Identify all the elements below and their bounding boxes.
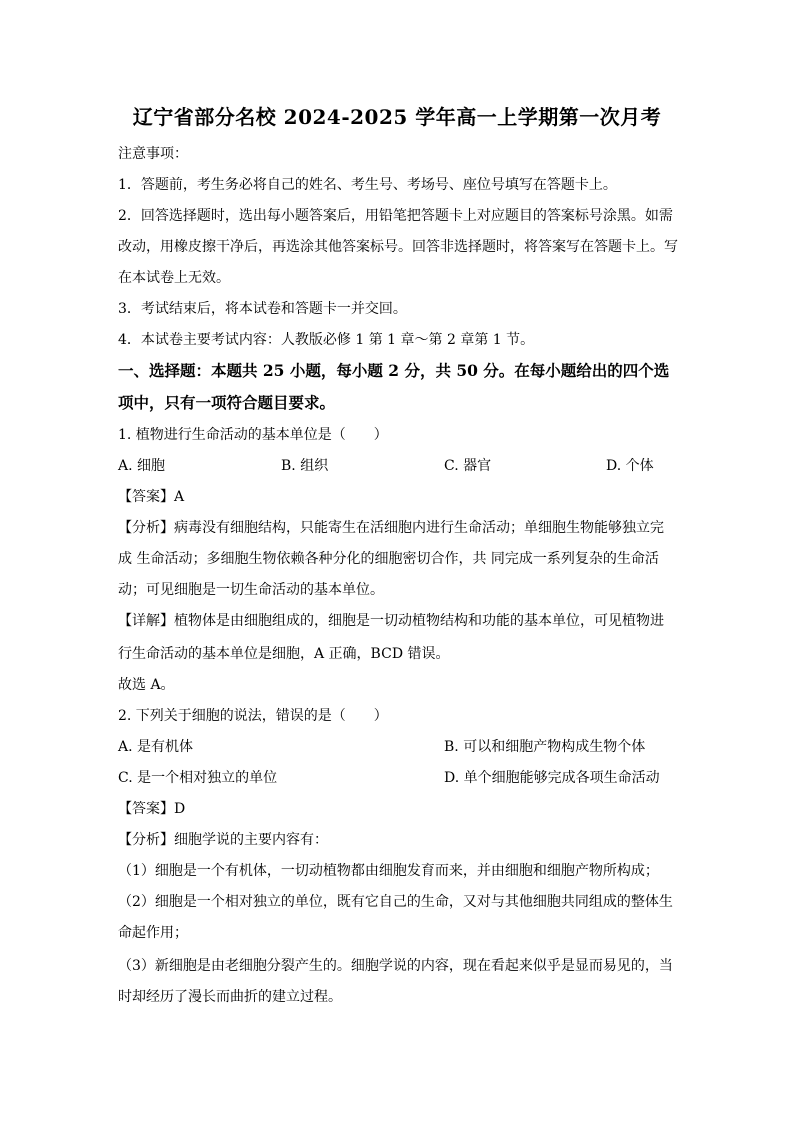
question-2-analysis: （1）细胞是一个有机体，一切动植物都由细胞发育而来，并由细胞和细胞产物所构成； bbox=[118, 863, 659, 879]
notice-heading: 注意事项： bbox=[118, 146, 188, 162]
question-1-detail: 行生命活动的基本单位是细胞，A 正确，BCD 错误。 bbox=[118, 646, 450, 662]
exam-title: 辽宁省部分名校 2024-2025 学年高一上学期第一次月考 bbox=[132, 105, 662, 129]
notice-item: 改动，用橡皮擦干净后，再选涂其他答案标号。回答非选择题时，将答案写在答题卡上。写 bbox=[118, 239, 678, 255]
question-2-option-c: C. 是一个相对独立的单位 bbox=[118, 770, 278, 786]
notice-item: 2．回答选择题时，选出每小题答案后，用铅笔把答题卡上对应题目的答案标号涂黑。如需 bbox=[118, 208, 673, 224]
question-1-conclusion: 故选 A。 bbox=[118, 677, 175, 693]
question-2-analysis: （2）细胞是一个相对独立的单位，既有它自己的生命，又对与其他细胞共同组成的整体生 bbox=[118, 894, 673, 910]
question-2-option-d: D. 单个细胞能够完成各项生命活动 bbox=[444, 770, 660, 786]
section-heading: 一、选择题：本题共 25 小题，每小题 2 分，共 50 分。在每小题给出的四个选 bbox=[118, 361, 670, 380]
question-2-option-b: B. 可以和细胞产物构成生物个体 bbox=[444, 739, 646, 755]
question-1-option-b: B. 组织 bbox=[281, 458, 329, 474]
question-2-stem: 2. 下列关于细胞的说法，错误的是（ ） bbox=[118, 708, 388, 724]
question-1-stem: 1. 植物进行生命活动的基本单位是（ ） bbox=[118, 427, 388, 443]
question-1-analysis: 成 生命活动；多细胞生物依赖各种分化的细胞密切合作，共 同完成一系列复杂的生命活 bbox=[118, 551, 659, 567]
question-1-option-d: D. 个体 bbox=[606, 458, 654, 474]
question-1-detail: 【详解】植物体是由细胞组成的，细胞是一切动植物结构和功能的基本单位，可见植物进 bbox=[118, 613, 664, 629]
question-2-analysis: 【分析】细胞学说的主要内容有： bbox=[118, 832, 328, 848]
question-1-option-a: A. 细胞 bbox=[118, 458, 166, 474]
section-heading-cont: 项中，只有一项符合题目要求。 bbox=[118, 393, 336, 412]
question-2-analysis: 时却经历了漫长而曲折的建立过程。 bbox=[118, 989, 342, 1005]
notice-item: 3．考试结束后，将本试卷和答题卡一并交回。 bbox=[118, 301, 407, 317]
question-1-analysis: 动；可见细胞是一切生命活动的基本单位。 bbox=[118, 582, 384, 598]
notice-item: 在本试卷上无效。 bbox=[118, 270, 230, 286]
question-2-answer: 【答案】D bbox=[118, 801, 186, 817]
question-2-option-a: A. 是有机体 bbox=[118, 739, 194, 755]
notice-item: 1．答题前，考生务必将自己的姓名、考生号、考场号、座位号填写在答题卡上。 bbox=[118, 177, 617, 193]
question-1-option-c: C. 器官 bbox=[444, 458, 492, 474]
question-1-answer: 【答案】A bbox=[118, 489, 185, 505]
question-1-analysis: 【分析】病毒没有细胞结构，只能寄生在活细胞内进行生命活动；单细胞生物能够独立完 bbox=[118, 520, 664, 536]
notice-item: 4．本试卷主要考试内容：人教版必修 1 第 1 章～第 2 章第 1 节。 bbox=[118, 332, 535, 348]
question-2-analysis: 命起作用； bbox=[118, 925, 188, 941]
question-2-analysis: （3）新细胞是由老细胞分裂产生的。细胞学说的内容，现在看起来似乎是显而易见的，当 bbox=[118, 958, 673, 974]
